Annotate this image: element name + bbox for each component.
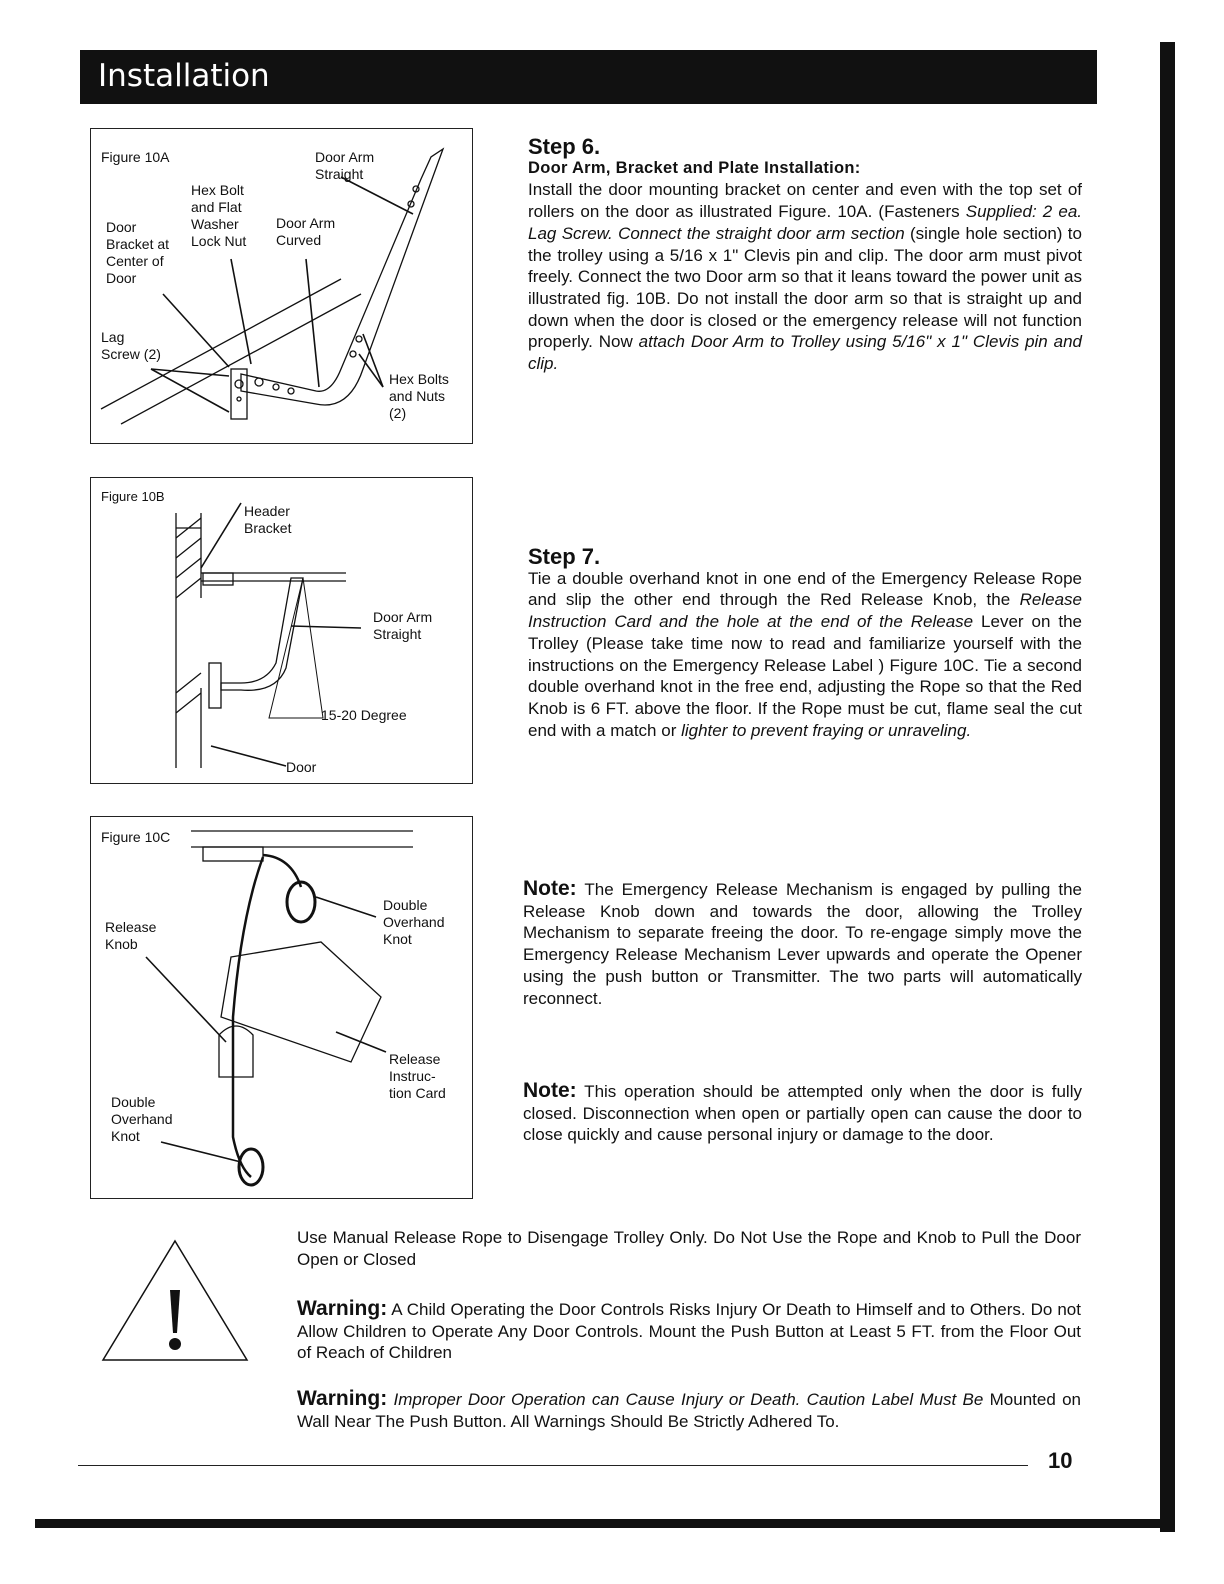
caution-text: Use Manual Release Rope to Disengage Trolley Only. Do Not Use the Rope and Knob to Pull the Door Open or Closed [297,1228,1081,1269]
warning-2-label: Warning: [297,1387,388,1410]
warning-2-text: Mounted on Wall Near The Push Button. All Warnings Should Be Strictly Adhered To. [297,1390,1082,1431]
note-1-text: The Emergency Release Mechanism is engaged by pulling the Release Knob down and towards the door, allowing the Trolley Mechanism to separate freeing the door. To re-engage simply move the Emergency Release Mechanism Lever upwards and operate the Opener using the push button or Transmitter. The two parts will automatically reconnect. [523,880,1082,1008]
right-edge-bar [1160,42,1175,1532]
label-door: Door [286,759,317,775]
step-7-title: Step 7. [528,544,601,569]
warning-1 [297,1298,1081,1364]
note-2-text: This operation should be attempted only when the door is fully closed. Disconnection when open or partially open can cause the door to close quickly and cause personal injury or damage to the door. [523,1082,1082,1145]
step-7 [528,546,1082,741]
label-release-card: Release Instruc- tion Card [389,1051,446,1101]
step-7-body: Tie a double overhand knot in one end of the Emergency Release Rope and slip the other end through the Red Release Knob, the Release Instruction Card and the hole at the end of the Release Lever on the Trolley (Please take time now to read and familiarize yourself with the instructions on the Emergency Release Label ) Figure 10C. Tie a second double overhand knot in the free end, adjusting the Rope so that the Red Knob is 6 FT. above the floor. If the Rope must be cut, flame seal the cut end with a match or lighter to prevent fraying or unraveling. [528,568,1082,740]
warning-2: Warning: Improper Door Operation can Cause Injury or Death. Caution Label Must Be Mounted on Wall Near The Push Button. All Warnings Should Be Strictly Adhered To. [297,1387,1082,1431]
page-number: 10 [1048,1448,1073,1473]
note-1 [523,878,1082,1009]
step-6-body: Install the door mounting bracket on center and even with the top set of rollers on the door as illustrated Figure. 10A. (Fasteners Supplied: 2 ea. Lag Screw. Connect the straight door arm section (single hole section) to the trolley using a 5/16 x 1" Clevis pin and clip. The door arm must pivot freely. Connect the two Door arm so that it leans toward the power unit as illustrated fig. 10B. Do not install the door arm so that is straight up and down when the door is closed or the emergency release will not function properly. Now attach Door Arm to Trolley using 5/16" x 1" Clevis pin and clip. [528,180,1083,374]
figure-10a-title: Figure 10A [101,149,170,165]
note-2 [523,1080,1082,1146]
label-double-knot-top: Double Overhand Knot [383,897,445,947]
label-door-arm-curved: Door Arm Curved [276,215,336,248]
step-6-title: Step 6. [528,134,601,159]
warning-triangle-icon [100,1238,250,1363]
figure-10a [90,128,473,444]
figure-10b [90,477,473,784]
label-double-knot-bottom: Double Overhand Knot [111,1094,173,1144]
step-6-subtitle: Door Arm, Bracket and Plate Installation: [528,158,861,177]
label-door-arm-straight: Door Arm Straight [373,609,433,642]
label-hex-bolts-nuts: Hex Bolts and Nuts (2) [389,371,449,421]
label-header-bracket: Header Bracket [244,503,292,536]
bottom-edge-bar [35,1519,1175,1528]
figure-10b-title: Figure 10B [101,489,165,504]
note-2-label: Note: [523,1079,577,1102]
label-door-arm-straight: Door Arm Straight [315,149,375,182]
label-release-knob: Release Knob [105,919,157,952]
label-lag-screw: Lag Screw (2) [101,329,161,362]
label-door-bracket: Door Bracket at Center of Door [106,219,170,286]
footer-rule [78,1465,1028,1466]
figure-10c [90,816,473,1199]
label-degree: 15-20 Degree [321,707,407,723]
section-title: Installation [98,58,270,94]
warning-1-label: Warning: [297,1297,388,1320]
section-header [80,50,1097,104]
warning-1-text: A Child Operating the Door Controls Risks Injury Or Death to Himself and to Others. Do not Allow Children to Operate Any Door Controls. Mount the Push Button at Least 5 FT. from the Floor Out of Reach of Children [297,1300,1081,1363]
note-1-label: Note: [523,877,577,900]
figure-10c-title: Figure 10C [101,829,171,845]
step-6 [528,136,1082,375]
label-hex-bolt: Hex Bolt and Flat Washer Lock Nut [191,182,247,249]
